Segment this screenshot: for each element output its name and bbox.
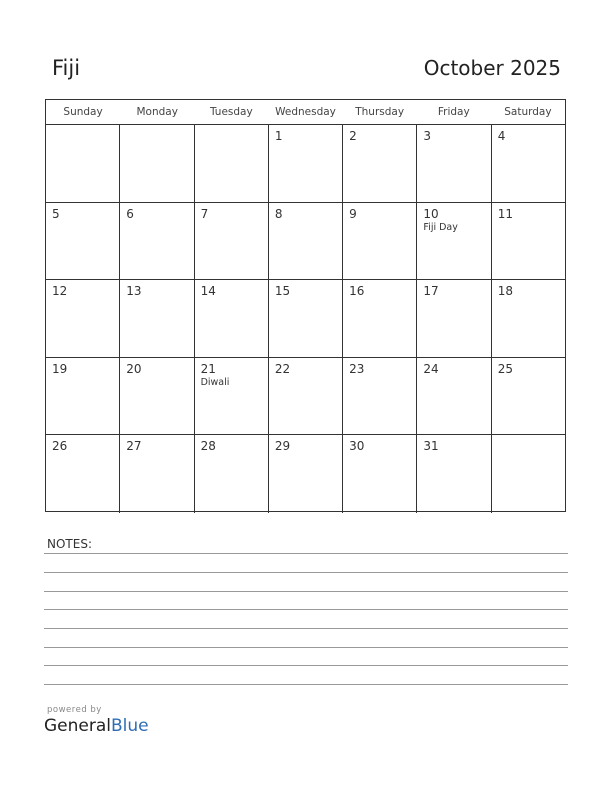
notes-line	[44, 665, 568, 666]
day-cell	[46, 280, 120, 357]
day-cell	[343, 125, 417, 202]
day-cell	[269, 203, 343, 280]
day-cell	[269, 125, 343, 202]
brand-general: General	[44, 716, 111, 736]
day-number: 12	[52, 284, 68, 299]
day-cell	[120, 125, 194, 202]
notes-label: NOTES:	[47, 537, 92, 551]
day-number: 7	[200, 206, 209, 221]
day-cell	[46, 435, 120, 513]
day-number: 25	[497, 361, 513, 376]
week-row	[46, 203, 565, 281]
day-cell	[46, 358, 120, 435]
day-number: 29	[274, 439, 291, 454]
day-cell	[417, 435, 491, 513]
day-cell	[343, 280, 417, 357]
day-cell	[417, 203, 491, 280]
day-number: 31	[423, 439, 439, 454]
day-cell	[195, 435, 269, 513]
brand-blue: Blue	[111, 716, 149, 736]
day-cell	[195, 280, 269, 357]
day-cell	[417, 280, 491, 357]
day-number: 17	[423, 284, 439, 299]
day-number: 26	[52, 439, 68, 454]
week-row	[46, 125, 565, 203]
day-cell	[120, 435, 194, 513]
day-number: 20	[126, 361, 142, 376]
day-number: 8	[274, 206, 283, 221]
day-number: 5	[52, 206, 60, 221]
notes-line	[44, 609, 568, 610]
day-cell	[492, 203, 565, 280]
day-cell	[269, 358, 343, 435]
weekday-label: Tuesday	[209, 106, 253, 118]
day-number: 27	[126, 439, 142, 454]
day-cell	[195, 358, 269, 435]
day-number: 11	[497, 206, 513, 221]
notes-line	[44, 684, 568, 685]
holiday-label: Fiji Day	[423, 221, 458, 233]
day-number: 16	[349, 284, 365, 299]
day-cell	[195, 125, 269, 202]
month-year-title: October 2025	[423, 56, 561, 80]
day-cell	[46, 203, 120, 280]
day-number: 3	[423, 129, 432, 143]
day-cell	[120, 358, 194, 435]
weekday-label: Friday	[437, 106, 470, 118]
day-cell	[417, 125, 491, 202]
day-cell	[343, 358, 417, 435]
day-cell	[269, 435, 343, 513]
day-number: 13	[126, 284, 142, 299]
day-number: 19	[52, 361, 68, 376]
notes-line	[44, 572, 568, 573]
day-cell	[492, 358, 565, 435]
notes-line	[44, 647, 568, 648]
weekday-header	[46, 100, 565, 125]
country-title: Fiji	[52, 56, 81, 80]
day-number: 10	[423, 206, 439, 221]
day-cell	[120, 280, 194, 357]
day-number: 24	[423, 361, 439, 376]
calendar-weeks	[46, 125, 565, 513]
weekday-label: Thursday	[355, 106, 405, 118]
day-number: 22	[274, 361, 291, 376]
day-cell	[417, 358, 491, 435]
day-number: 15	[274, 284, 291, 299]
day-number: 30	[349, 439, 365, 454]
powered-by-text: powered by	[47, 705, 102, 715]
day-number: 9	[349, 206, 357, 221]
weekday-label: Wednesday	[275, 106, 336, 118]
day-number: 4	[497, 129, 506, 143]
day-number: 28	[200, 439, 216, 454]
day-cell	[492, 280, 565, 357]
day-number: 18	[497, 284, 513, 299]
day-cell	[195, 203, 269, 280]
notes-line	[44, 591, 568, 592]
notes-line	[44, 553, 568, 554]
brand-logo[interactable]	[44, 716, 149, 736]
day-cell	[343, 203, 417, 280]
day-number: 21	[200, 361, 216, 376]
day-cell	[46, 125, 120, 202]
day-number: 1	[274, 129, 283, 143]
calendar-grid	[45, 99, 566, 512]
week-row	[46, 435, 565, 513]
day-number: 6	[126, 206, 134, 221]
week-row	[46, 280, 565, 358]
day-cell	[120, 203, 194, 280]
week-row	[46, 358, 565, 436]
weekday-label: Saturday	[504, 106, 552, 118]
day-cell	[343, 435, 417, 513]
day-cell	[492, 125, 565, 202]
weekday-label: Monday	[136, 106, 178, 118]
day-number: 14	[200, 284, 216, 299]
weekday-label: Sunday	[63, 106, 103, 118]
holiday-label: Diwali	[200, 376, 230, 388]
notes-line	[44, 628, 568, 629]
day-number: 23	[349, 361, 365, 376]
day-cell	[269, 280, 343, 357]
day-number: 2	[349, 129, 357, 143]
day-cell	[492, 435, 565, 513]
